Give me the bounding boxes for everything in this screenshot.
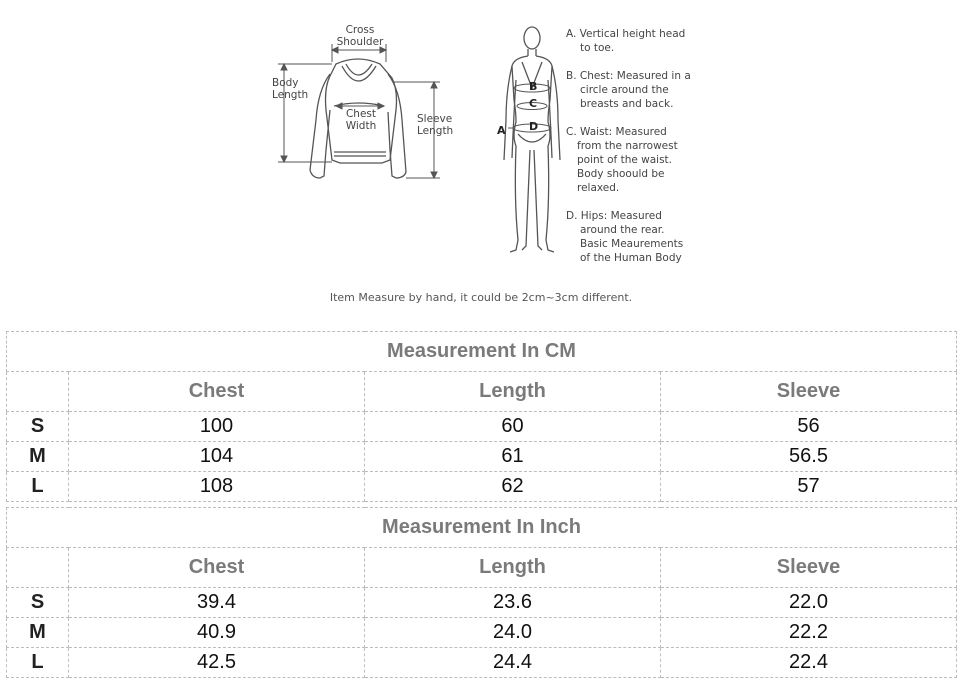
- body-length-line-2: Length: [272, 89, 309, 101]
- desc-d-line-4: of the Human Body: [580, 252, 682, 264]
- size-cell: L: [7, 648, 69, 678]
- table-row: [7, 472, 957, 502]
- desc-a-line-2: to toe.: [580, 42, 615, 54]
- desc-a-line-1: A. Vertical height head: [566, 28, 686, 40]
- desc-c-line-5: relaxed.: [577, 182, 620, 194]
- sleeve-cell: 56.5: [661, 442, 957, 472]
- description-b: [566, 70, 691, 110]
- length-cell: 61: [365, 442, 661, 472]
- chest-cell: 108: [69, 472, 365, 502]
- size-cell: S: [7, 588, 69, 618]
- sleeve-cell: 22.0: [661, 588, 957, 618]
- human-body-illustration: [504, 27, 560, 252]
- size-cell: M: [7, 442, 69, 472]
- size-cell: L: [7, 472, 69, 502]
- measure-note: Item Measure by hand, it could be 2cm~3cm different.: [329, 291, 633, 304]
- body-length-line-1: Body: [272, 77, 299, 89]
- chest-width-line-2: Width: [345, 120, 377, 132]
- desc-d-line-2: around the rear.: [580, 224, 665, 236]
- size-cell: S: [7, 412, 69, 442]
- inch-table: [6, 507, 956, 678]
- inch-header-size: [7, 548, 69, 588]
- chest-width-line-1: Chest: [345, 108, 377, 120]
- cm-header-length: Length: [365, 372, 661, 412]
- sleeve-length-label: [417, 113, 453, 137]
- desc-c-line-3: point of the waist.: [577, 154, 673, 166]
- desc-c-line-1: C. Waist: Measured: [566, 126, 667, 138]
- description-d: [566, 210, 683, 264]
- length-cell: 60: [365, 412, 661, 442]
- chest-cell: 40.9: [69, 618, 365, 648]
- measurement-diagram: [0, 0, 962, 320]
- inch-header-chest: Chest: [69, 548, 365, 588]
- sleeve-cell: 56: [661, 412, 957, 442]
- length-cell: 23.6: [365, 588, 661, 618]
- desc-c-line-2: from the narrowest: [577, 140, 678, 152]
- desc-b-line-1: B. Chest: Measured in a: [566, 70, 691, 82]
- sleeve-cell: 57: [661, 472, 957, 502]
- cm-table-title: Measurement In CM: [7, 332, 957, 372]
- description-a: [566, 28, 685, 54]
- cm-header-chest: Chest: [69, 372, 365, 412]
- letter-d: D: [529, 120, 539, 133]
- cross-shoulder-line-2: Shoulder: [336, 36, 384, 48]
- letter-b: B: [529, 80, 538, 93]
- cross-shoulder-label: [330, 24, 390, 48]
- sleeve-cell: 22.4: [661, 648, 957, 678]
- body-length-label: [272, 77, 308, 101]
- inch-header-sleeve: Sleeve: [661, 548, 957, 588]
- table-row: [7, 618, 957, 648]
- length-cell: 24.4: [365, 648, 661, 678]
- desc-d-line-3: Basic Meaurements: [580, 238, 684, 250]
- table-row: [7, 588, 957, 618]
- table-row: [7, 412, 957, 442]
- letter-a: A: [497, 124, 506, 137]
- cm-header-size: [7, 372, 69, 412]
- cm-header-sleeve: Sleeve: [661, 372, 957, 412]
- desc-d-line-1: D. Hips: Measured: [566, 210, 662, 222]
- description-c: [566, 126, 678, 194]
- cross-shoulder-line-1: Cross: [345, 24, 375, 36]
- desc-b-line-3: breasts and back.: [580, 98, 674, 110]
- chest-cell: 42.5: [69, 648, 365, 678]
- inch-table-title: Measurement In Inch: [7, 508, 957, 548]
- length-cell: 62: [365, 472, 661, 502]
- sleeve-cell: 22.2: [661, 618, 957, 648]
- table-row: [7, 442, 957, 472]
- chest-width-label: [340, 108, 382, 132]
- size-cell: M: [7, 618, 69, 648]
- chest-cell: 104: [69, 442, 365, 472]
- chest-cell: 100: [69, 412, 365, 442]
- inch-header-length: Length: [365, 548, 661, 588]
- desc-c-line-4: Body shoould be: [577, 168, 665, 180]
- desc-b-line-2: circle around the: [580, 84, 669, 96]
- letter-c: C: [529, 97, 538, 110]
- cm-table: [6, 331, 956, 502]
- diagram-graphics: [0, 0, 962, 320]
- chest-cell: 39.4: [69, 588, 365, 618]
- sleeve-length-line-1: Sleeve: [417, 113, 453, 125]
- sleeve-length-line-2: Length: [417, 125, 454, 137]
- length-cell: 24.0: [365, 618, 661, 648]
- table-row: [7, 648, 957, 678]
